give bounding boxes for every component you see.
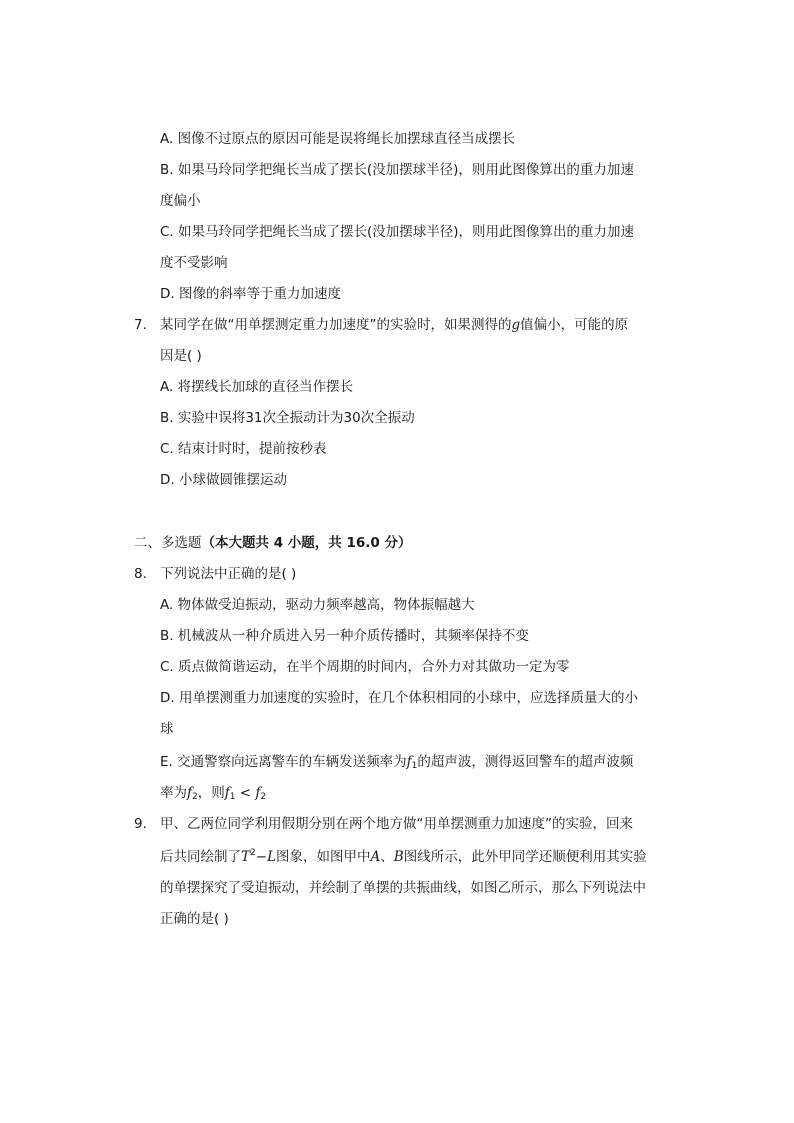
q6-option-b-cont: 度偏小 — [160, 193, 201, 209]
q9-stem-line1: 甲、乙两位同学利用假期分别在两个地方做“用单摆测重力加速度”的实验，回来 — [160, 816, 633, 832]
q6-option-c-cont: 度不受影响 — [160, 255, 228, 271]
q8-option-e-text-d: ，则 — [197, 785, 225, 801]
q7-option-c: C. 结束计时时，提前按秒表 — [160, 441, 327, 457]
q8-var-f1-letter: f — [224, 785, 230, 801]
q8-option-d-cont: 球 — [160, 721, 174, 737]
q8-option-e-cont — [160, 783, 266, 805]
q6-option-a: A. 图像不过原点的原因可能是误将绳长加摆球直径当成摆长 — [160, 131, 516, 147]
q6-option-c: C. 如果马玲同学把绳长当成了摆长(没加摆球半径)，则用此图像算出的重力加速 — [160, 224, 635, 240]
q8-var-f2b-letter: f — [255, 785, 261, 801]
q7-number: 7. — [134, 317, 147, 333]
q8-sub-1: 1 — [411, 761, 418, 771]
q9-var-t: T — [241, 849, 251, 865]
q9-text-b: 图象，如图甲中 — [276, 849, 371, 865]
q9-sup-2: 2 — [250, 848, 256, 858]
q6-option-d: D. 图像的斜率等于重力加速度 — [160, 286, 341, 302]
q8-option-a: A. 物体做受迫振动，驱动力频率越高，物体振幅越大 — [160, 597, 475, 613]
section-title: 二、多选题 — [134, 535, 202, 551]
section-heading — [134, 533, 412, 553]
q7-stem-text-a: 某同学在做“用单摆测定重力加速度”的实验时，如果测得的 — [160, 317, 512, 333]
q8-sub-2: 2 — [192, 792, 198, 802]
q8-number: 8. — [134, 566, 147, 582]
q8-option-e-text-a: E. 交通警察向远离警车的车辆发送频率为 — [160, 754, 407, 770]
q7-stem-text-b: 值偏小，可能的原 — [520, 317, 629, 333]
q9-var-a: A — [370, 849, 381, 865]
q8-sub-2b: 2 — [260, 792, 267, 802]
q9-number: 9. — [134, 816, 147, 832]
q8-option-e-text-c: 率为 — [160, 785, 187, 801]
q8-sub-1b: 1 — [229, 792, 236, 802]
q7-option-a: A. 将摆线长加球的直径当作摆长 — [160, 379, 354, 395]
q9-text-a: 后共同绘制了 — [160, 849, 241, 865]
q9-var-l: L — [267, 849, 277, 865]
q8-option-d: D. 用单摆测重力加速度的实验时，在几个体积相同的小球中，应选择质量大的小 — [160, 690, 638, 706]
q8-option-e-text-b: 的超声波，测得返回警车的超声波频 — [417, 754, 634, 770]
q8-option-b: B. 机械波从一种介质进入另一种介质传播时，其频率保持不变 — [160, 628, 529, 644]
q9-minus: − — [255, 849, 268, 865]
q8-option-e — [160, 752, 633, 774]
q9-var-b: B — [393, 849, 404, 865]
q8-option-c: C. 质点做简谐运动，在半个周期的时间内，合外力对其做功一定为零 — [160, 659, 570, 675]
q8-var-f: f — [406, 754, 412, 770]
q9-stem-line4: 正确的是( ) — [160, 911, 229, 927]
section-info: （本大题共 4 小题，共 16.0 分） — [201, 535, 412, 551]
q7-stem — [160, 315, 628, 335]
q9-stem-line3: 的单摆探究了受迫振动，并绘制了单摆的共振曲线，如图乙所示，那么下列说法中 — [160, 880, 646, 896]
q8-stem: 下列说法中正确的是( ) — [160, 566, 297, 582]
q9-stem-line2 — [160, 847, 647, 869]
q8-var-f2-letter: f — [187, 785, 192, 801]
q6-option-b: B. 如果马玲同学把绳长当成了摆长(没加摆球半径)，则用此图像算出的重力加速 — [160, 162, 634, 178]
q9-sep: 、 — [380, 849, 394, 865]
q7-var-g: g — [511, 317, 521, 333]
q9-text-c: 图线所示，此外甲同学还顺便利用其实验 — [403, 849, 647, 865]
q7-option-d: D. 小球做圆锥摆运动 — [160, 472, 287, 488]
q7-option-b: B. 实验中误将31次全振动计为30次全振动 — [160, 410, 415, 426]
q8-less-than: < — [235, 785, 256, 801]
q7-stem-cont: 因是( ) — [160, 348, 202, 364]
